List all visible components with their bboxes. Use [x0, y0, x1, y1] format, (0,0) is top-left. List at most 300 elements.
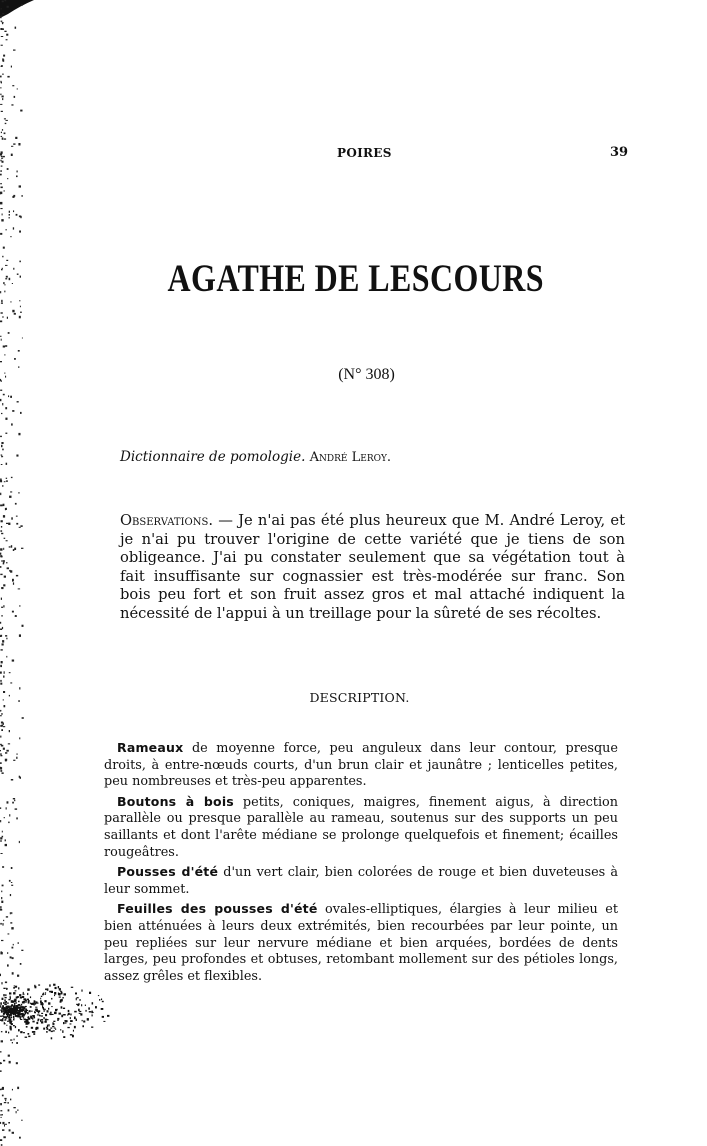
speckle [15, 1011, 17, 1014]
speckle [13, 944, 14, 946]
speckle [4, 138, 6, 139]
speckle [7, 1002, 8, 1004]
speckle [51, 991, 53, 993]
speckle [3, 504, 5, 506]
speckle [10, 1010, 11, 1012]
speckle [1, 312, 3, 313]
speckle [12, 1012, 13, 1013]
speckle [15, 990, 17, 991]
speckle [7, 567, 9, 569]
speckle [11, 927, 13, 929]
speckle [4, 1012, 6, 1014]
speckle [4, 1007, 6, 1009]
speckle [0, 636, 2, 638]
speckle [0, 753, 2, 754]
speckle [32, 1019, 33, 1020]
speckle [11, 1009, 13, 1011]
speckle [52, 1026, 54, 1027]
speckle [5, 229, 7, 230]
speckle [12, 611, 14, 613]
speckle [8, 1010, 9, 1012]
speckle [0, 193, 1, 194]
speckle [13, 1018, 14, 1020]
speckle [36, 1010, 38, 1012]
speckle [2, 831, 3, 833]
speckle [6, 39, 8, 40]
speckle [9, 1129, 11, 1131]
speckle [21, 195, 23, 196]
speckle [45, 1014, 47, 1016]
speckle [45, 1009, 46, 1011]
speckle [14, 800, 15, 802]
speckle [9, 1010, 11, 1011]
speckle [9, 278, 11, 280]
speckle [43, 1010, 45, 1011]
speckle [0, 750, 1, 751]
variety-number: (N° 308) [338, 366, 395, 383]
speckle [0, 399, 1, 401]
speckle [11, 1010, 13, 1012]
speckle [2, 485, 3, 487]
speckle [2, 22, 4, 23]
speckle [61, 1006, 63, 1008]
speckle [8, 1016, 10, 1018]
speckle [8, 1006, 10, 1008]
speckle [5, 1031, 7, 1033]
speckle [0, 94, 1, 96]
speckle [79, 999, 80, 1001]
speckle [6, 260, 8, 261]
speckle [23, 1007, 25, 1008]
speckle [8, 933, 10, 934]
speckle [10, 1014, 13, 1016]
speckle [8, 1122, 10, 1124]
speckle [16, 757, 17, 759]
speckle [46, 1028, 48, 1030]
speckle [1, 598, 2, 600]
speckle [3, 560, 5, 562]
speckle [4, 1008, 6, 1010]
speckle [35, 1007, 37, 1008]
speckle [14, 1003, 15, 1005]
speckle [82, 1025, 84, 1027]
speckle [26, 1019, 29, 1021]
speckle [10, 1021, 12, 1022]
speckle [5, 0, 7, 1]
speckle [26, 1026, 28, 1028]
speckle [25, 1011, 28, 1012]
speckle [9, 1009, 10, 1012]
speckle [1, 722, 3, 724]
speckle [3, 156, 5, 157]
speckle [14, 1007, 16, 1009]
speckle [2, 137, 4, 139]
speckle [2, 1018, 3, 1019]
speckle [13, 987, 15, 989]
speckle [4, 671, 5, 674]
speckle [0, 952, 2, 955]
speckle [10, 1013, 11, 1015]
speckle [51, 1014, 53, 1015]
speckle [33, 1033, 35, 1035]
speckle [7, 1010, 8, 1012]
speckle [16, 1010, 18, 1012]
speckle [36, 1027, 39, 1030]
speckle [0, 755, 2, 756]
speckle [3, 548, 4, 550]
speckle [45, 992, 46, 993]
speckle [12, 1008, 14, 1009]
speckle [1, 136, 2, 137]
speckle [43, 1017, 44, 1019]
speckle [3, 1013, 5, 1015]
speckle [10, 1010, 12, 1012]
speckle [0, 629, 2, 631]
speckle [19, 216, 21, 218]
speckle [0, 1114, 2, 1115]
speckle [14, 1010, 16, 1012]
speckle [14, 313, 16, 315]
speckle [1, 587, 3, 589]
speckle [1, 1010, 3, 1013]
speckle [1, 607, 3, 608]
speckle [1, 45, 3, 46]
speckle [9, 546, 11, 547]
speckle [57, 1018, 59, 1020]
speckle [89, 1011, 92, 1012]
speckle [0, 770, 2, 772]
speckle [25, 1012, 27, 1014]
speckle [10, 1011, 12, 1012]
speckle [9, 570, 10, 572]
speckle [19, 1137, 21, 1139]
speckle [33, 1031, 36, 1033]
speckle [63, 1036, 65, 1038]
speckle [20, 997, 22, 999]
speckle [10, 1010, 12, 1011]
speckle [83, 1021, 85, 1023]
speckle [0, 923, 2, 925]
speckle [2, 1087, 4, 1089]
entry-term: Rameaux [117, 740, 184, 755]
speckle [12, 1001, 14, 1003]
speckle [10, 1010, 12, 1012]
speckle [6, 1006, 7, 1008]
speckle [10, 1099, 11, 1101]
speckle [40, 1003, 42, 1006]
speckle [0, 28, 2, 30]
speckle [12, 947, 14, 949]
speckle [12, 802, 14, 804]
page-number: 39 [610, 145, 629, 160]
speckle [11, 1012, 12, 1013]
speckle [20, 1009, 22, 1011]
speckle [13, 195, 15, 197]
speckle [10, 1010, 12, 1012]
speckle [11, 477, 13, 478]
speckle [4, 118, 6, 119]
speckle [44, 1021, 46, 1023]
speckle [4, 284, 5, 285]
speckle [60, 1001, 62, 1003]
speckle [20, 1013, 22, 1015]
speckle [0, 1002, 2, 1005]
speckle [95, 1006, 97, 1008]
speckle [91, 1011, 93, 1014]
speckle [59, 997, 61, 998]
speckle [20, 276, 21, 278]
speckle [13, 1010, 15, 1012]
speckle [1, 132, 2, 133]
speckle [11, 1009, 12, 1011]
speckle [10, 1010, 11, 1012]
speckle [99, 999, 100, 1001]
speckle [7, 178, 8, 179]
speckle [10, 1011, 12, 1013]
speckle [37, 1020, 38, 1022]
speckle [0, 555, 2, 557]
speckle [19, 1007, 21, 1009]
speckle [9, 1008, 11, 1010]
speckle [19, 1008, 20, 1010]
speckle [8, 1011, 10, 1013]
speckle [24, 1014, 26, 1015]
speckle [16, 176, 18, 178]
speckle [41, 996, 43, 997]
speckle [6, 656, 7, 658]
speckle [5, 508, 6, 510]
speckle [14, 1000, 15, 1001]
speckle [41, 1015, 43, 1016]
speckle [19, 1012, 20, 1014]
speckle [4, 576, 6, 578]
speckle [51, 1006, 53, 1007]
speckle [0, 1016, 2, 1017]
speckle [9, 730, 10, 732]
speckle [85, 1010, 86, 1012]
speckle [30, 1003, 31, 1005]
speckle [16, 997, 18, 999]
speckle [10, 1010, 11, 1012]
speckle [88, 1007, 90, 1009]
speckle [16, 999, 17, 1001]
speckle [3, 920, 4, 921]
speckle [31, 1017, 34, 1019]
speckle [3, 676, 4, 678]
speckle [0, 1005, 1, 1008]
speckle [16, 516, 18, 517]
speckle [25, 1001, 26, 1003]
speckle [73, 1030, 74, 1032]
speckle [33, 1015, 35, 1017]
speckle [32, 1031, 33, 1033]
speckle [10, 1027, 12, 1029]
speckle [2, 1122, 4, 1124]
speckle [12, 1010, 13, 1013]
speckle [17, 88, 18, 89]
speckle [5, 760, 7, 761]
speckle [6, 1006, 8, 1008]
speckle [10, 1010, 12, 1012]
speckle [43, 1008, 45, 1010]
speckle [1, 526, 2, 528]
speckle [27, 1021, 29, 1024]
speckle [46, 1027, 48, 1028]
speckle [60, 991, 62, 992]
speckle [5, 1009, 7, 1011]
speckle [17, 401, 19, 402]
speckle [19, 261, 21, 263]
speckle [63, 1022, 64, 1024]
speckle [8, 1109, 10, 1111]
speckle [47, 988, 49, 990]
speckle [5, 839, 6, 841]
speckle [23, 1001, 25, 1003]
speckle [6, 276, 8, 278]
speckle [9, 1011, 11, 1012]
speckle [27, 1017, 29, 1018]
speckle [16, 1035, 18, 1036]
speckle [12, 310, 14, 313]
speckle [11, 1011, 12, 1013]
speckle [1, 1117, 2, 1118]
speckle [3, 1002, 4, 1004]
speckle [12, 410, 14, 412]
speckle [37, 1014, 40, 1015]
speckle [0, 1070, 2, 1072]
speckle [6, 1010, 7, 1012]
speckle [9, 217, 10, 218]
speckle [16, 1010, 18, 1011]
speckle [15, 137, 17, 139]
corner-shadow [0, 0, 34, 18]
speckle [10, 1008, 12, 1010]
speckle [1, 65, 3, 67]
speckle [10, 1010, 12, 1011]
speckle [5, 994, 7, 995]
speckle [13, 1012, 15, 1014]
speckle [17, 996, 19, 998]
speckle [6, 480, 8, 481]
speckle [12, 1009, 14, 1011]
speckle [12, 1010, 14, 1012]
speckle [13, 582, 14, 584]
speckle [2, 640, 4, 643]
speckle [17, 975, 19, 977]
speckle [9, 1009, 10, 1012]
speckle [19, 994, 21, 996]
speckle [0, 390, 2, 391]
speckle [12, 660, 14, 662]
speckle [18, 1012, 20, 1015]
speckle [14, 96, 16, 98]
speckle [3, 346, 5, 348]
speckle [9, 992, 11, 994]
speckle [4, 1124, 5, 1126]
speckle [24, 1021, 25, 1023]
entry-text: d'un vert clair, bien colorées de rouge et bien duveteuses à leur sommet. [104, 865, 618, 897]
speckle [10, 1010, 11, 1011]
speckle [22, 1013, 24, 1014]
speckle [11, 1010, 13, 1011]
speckle [21, 1120, 22, 1121]
speckle [5, 1012, 7, 1013]
speckle [17, 1006, 19, 1008]
speckle [22, 1006, 24, 1008]
speckle [20, 1008, 21, 1010]
speckle [10, 1010, 11, 1011]
speckle [19, 185, 21, 187]
speckle [55, 987, 57, 989]
speckle [14, 548, 16, 550]
speckle [2, 449, 4, 451]
speckle [9, 1019, 11, 1021]
speckle [12, 1009, 14, 1010]
speckle [10, 1010, 12, 1012]
speckle [47, 1019, 49, 1020]
speckle [16, 1007, 18, 1009]
speckle [16, 1002, 17, 1004]
speckle [3, 1060, 5, 1062]
speckle [0, 672, 2, 674]
speckle [26, 1010, 28, 1011]
speckle [10, 1010, 12, 1012]
speckle [40, 998, 41, 1000]
speckle [57, 1020, 59, 1021]
speckle [18, 1014, 21, 1016]
speckle [10, 1010, 12, 1012]
speckle [5, 123, 7, 124]
speckle [61, 999, 63, 1002]
speckle [36, 1003, 39, 1004]
speckle [30, 1006, 32, 1008]
speckle [3, 723, 4, 725]
speckle [16, 754, 17, 755]
speckle [70, 1023, 72, 1024]
speckle [40, 1000, 42, 1002]
speckle [1, 897, 2, 899]
speckle [5, 418, 7, 420]
speckle [34, 1012, 36, 1014]
speckle [35, 1003, 37, 1005]
speckle [77, 997, 79, 998]
speckle [18, 1029, 20, 1031]
speckle [18, 997, 19, 998]
speckle [80, 1013, 82, 1015]
speckle [11, 146, 13, 147]
speckle [1, 303, 3, 304]
speckle [13, 1025, 15, 1026]
speckle [12, 580, 13, 582]
speckle [13, 1014, 16, 1015]
speckle [9, 1014, 11, 1016]
speckle [12, 283, 13, 284]
speckle [11, 1011, 13, 1013]
speckle [41, 1019, 43, 1021]
speckle [18, 143, 20, 146]
speckle [2, 1005, 4, 1008]
speckle [1, 456, 3, 457]
speckle [7, 76, 9, 78]
speckle [5, 433, 7, 434]
speckle [15, 615, 16, 617]
speckle [49, 1013, 51, 1014]
speckle [3, 748, 5, 750]
speckle [2, 923, 3, 926]
speckle [13, 760, 15, 761]
speckle [10, 1010, 11, 1012]
speckle [3, 394, 5, 396]
